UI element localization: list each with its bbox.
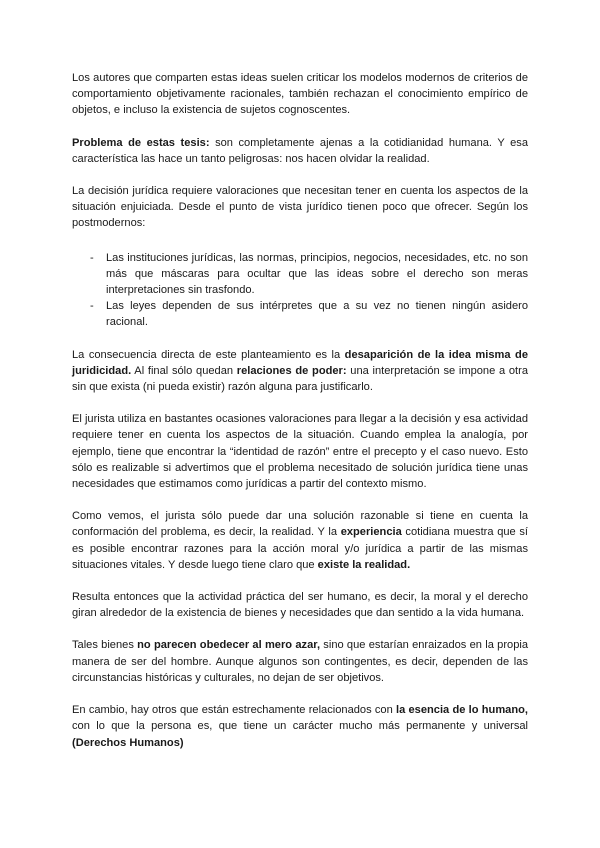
dash-bullet: - (90, 251, 94, 264)
paragraph-text: La consecuencia directa de este planteamiento es la (72, 348, 345, 361)
paragraph-legal-decision (72, 183, 528, 232)
paragraph-reasonable-solution (72, 508, 528, 573)
paragraph-consequence (72, 347, 528, 396)
paragraph-text: En cambio, hay otros que están estrechamente relacionados con (72, 704, 397, 717)
bold-text: no parecen obedecer al mero azar, (137, 639, 321, 652)
postmodern-list (72, 250, 528, 331)
list-item (72, 298, 528, 330)
paragraph-text: Los autores que comparten estas ideas suelen criticar los modelos modernos de criterios de comportamiento objetivamente racionales, también rechazan el conocimiento empírico de objetos, e incluso la existencia de sujetos cognoscentes. (72, 72, 528, 117)
list-item-text: Las leyes dependen de sus intérpretes que a su vez no tienen ningún asidero racional. (106, 300, 528, 329)
paragraph-text: Como vemos, el jurista sólo puede dar una solución razonable si tiene en cuenta la conformación del problema, es decir, la realidad. Y la (72, 510, 528, 539)
document-page (72, 70, 528, 767)
paragraph-goods (72, 637, 528, 686)
paragraph-problem-thesis (72, 135, 528, 167)
list-item (72, 250, 528, 299)
bold-text: existe la realidad. (317, 558, 411, 571)
paragraph-text: sino que estarían enraizados en la propia manera de ser del hombre. Aunque algunos son contingentes, es decir, dependen de las circunstancias históricas y culturales, no dejan de ser objetivos. (72, 639, 528, 684)
paragraph-text: con lo que la persona es, que tiene un carácter mucho más permanente y universal (72, 720, 528, 733)
bold-text: la esencia de lo humano, (396, 704, 528, 717)
bold-text: (Derechos Humanos) (72, 736, 184, 749)
paragraph-text: El jurista utiliza en bastantes ocasiones valoraciones para llegar a la decisión y esa actividad requiere tener en cuenta los aspectos de la situación. Cuando emplea la analogía, por ejemplo, tiene que encontrar la “identidad de razón” entre el precepto y el caso nuevo. Esto sólo es realizable si advertimos que el problema necesitado de solución jurídica tiene unas necesidades que estimamos como jurídicas a partir del contexto mismo. (72, 413, 528, 491)
bold-text: desaparición de la idea misma de juridicidad. (72, 348, 528, 377)
paragraph-postmodern-authors (72, 70, 528, 119)
paragraph-jurist-valuations (72, 411, 528, 492)
paragraph-text: cotidiana muestra que sí es posible encontrar razones para la acción moral y/o jurídica a partir de las mismas situaciones vitales. Y desde luego tiene claro que (72, 526, 528, 571)
paragraph-text: son completamente ajenas a la cotidianidad humana. Y esa característica las hace un tanto peligrosas: nos hacen olvidar la realidad. (72, 136, 528, 165)
paragraph-text: Al final sólo quedan (131, 364, 237, 377)
paragraph-text: Resulta entonces que la actividad práctica del ser humano, es decir, la moral y el derecho giran alrededor de la existencia de bienes y necesidades que dan sentido a la vida humana. (72, 591, 528, 620)
paragraph-practical-activity (72, 589, 528, 621)
dash-bullet: - (90, 300, 94, 313)
paragraph-text: una interpretación se impone a otra sin que exista (ni pueda existir) razón alguna para justificarlo. (72, 364, 529, 394)
paragraph-text: La decisión jurídica requiere valoraciones que necesitan tener en cuenta los aspectos de la situación enjuiciada. Desde el punto de vista jurídico tienen poco que ofrecer. Según los postmodernos: (72, 185, 528, 230)
paragraph-text: Tales bienes (72, 639, 138, 652)
bold-text: relaciones de poder: (236, 364, 347, 377)
list-item-text: Las instituciones jurídicas, las normas, principios, negocios, necesidades, etc. no son más que máscaras para ocultar que las ideas sobre el derecho son meras interpretaciones sin trasfondo. (106, 251, 528, 297)
paragraph-human-essence (72, 702, 528, 751)
bold-heading: Problema de estas tesis: (72, 136, 210, 149)
bold-text: experiencia (340, 526, 402, 539)
